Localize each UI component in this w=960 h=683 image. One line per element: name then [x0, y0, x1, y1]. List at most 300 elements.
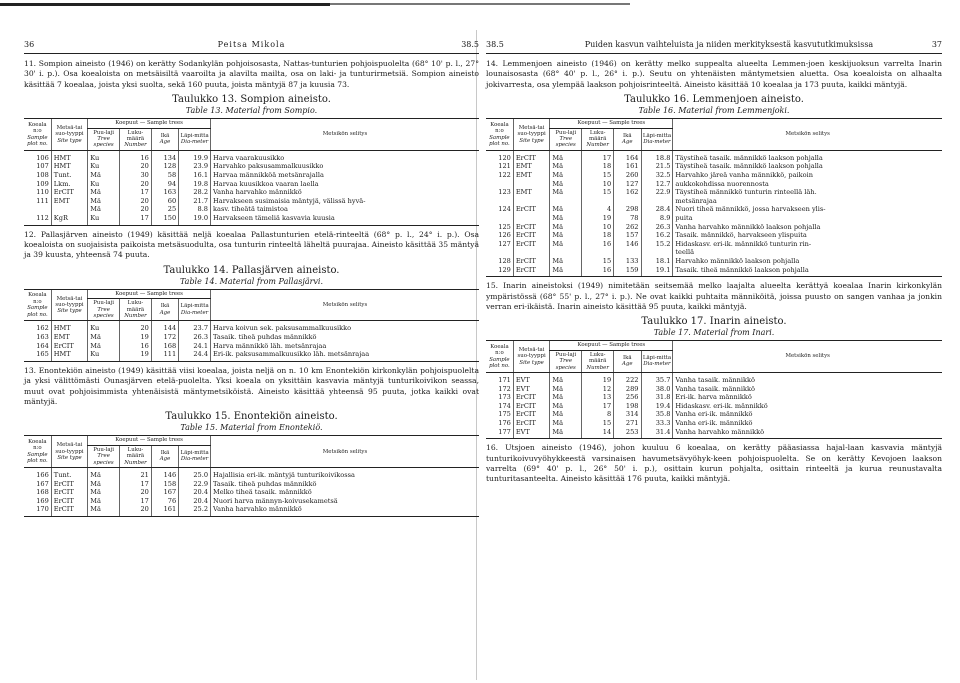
- cell-description: Harvahko järeä vanha männikkö, paikoin: [673, 171, 942, 180]
- cell-plot-no: 108: [36, 171, 49, 180]
- cell-description: Tasaik. tiheä puhdas männikkö: [211, 333, 479, 342]
- col-age-en: Age: [159, 309, 171, 316]
- cell-description: Hidaskasv. eri-ik. männikkö: [673, 402, 942, 411]
- cell-plot-no: 126: [498, 231, 511, 240]
- cell-diameter: 26.3: [179, 333, 211, 342]
- col-site-type-en: Site type: [519, 137, 544, 144]
- right-series-number: 38.5: [486, 40, 504, 49]
- cell-age: 158: [151, 480, 178, 489]
- col-tree-species: [550, 350, 582, 372]
- cell-description: Täystiheä tasaik. männikkö laakson pohjalla: [673, 162, 942, 171]
- cell-description: kasv. tiheätä taimistoa: [211, 205, 479, 214]
- cell-number: 4: [582, 205, 614, 214]
- col-number-fi: Luku-määrä: [126, 446, 145, 460]
- table-15-subtitle: Table 15. Material from Enontekiö.: [180, 423, 323, 433]
- section-11-paragraph: 11. Sompion aineisto (1946) on kerätty Sodankylän pohjoisosasta, Nattas-tunturien pohjoispuolelta (68° 10' p. l., 27° 30' i. p.). Osa koealoista on metsäisiltä vaaroilta ja alavilta mailta, osa on laki- ja tunturirmetsiä. Sompion aineisto käsittää 7 koealaa, joista yksi suolta, sekä 160 puuta, joista mäntyjä 87 ja kuusia 73.: [24, 59, 479, 89]
- cell-plot-no: 125: [498, 222, 511, 231]
- left-series-number: 38.5: [461, 40, 479, 49]
- col-diameter: [179, 445, 211, 467]
- cell-diameter: 24.4: [179, 350, 211, 361]
- cell-species: Mä: [550, 410, 582, 419]
- cell-age: 167: [151, 488, 178, 497]
- cell-number: 13: [582, 393, 614, 402]
- cell-age: 111: [151, 350, 178, 361]
- cell-age: 162: [614, 188, 641, 197]
- table-17-subtitle: Table 17. Material from Inari.: [653, 328, 775, 338]
- cell-number: 15: [582, 419, 614, 428]
- cell-site-type: ErCIT: [513, 240, 549, 249]
- cell-site-type: [51, 205, 87, 214]
- table-13: [24, 118, 479, 225]
- cell-number: 30: [120, 171, 152, 180]
- cell-plot-no: 163: [36, 333, 49, 342]
- cell-number: 17: [120, 188, 152, 197]
- table-row: [486, 402, 942, 411]
- cell-species: [550, 197, 582, 206]
- table-row: [24, 180, 479, 189]
- cell-age: 133: [614, 257, 641, 266]
- cell-species: Mä: [550, 162, 582, 171]
- section-16-paragraph: 16. Utsjoen aineisto (1946), johon kuuluu 6 koealaa, on kerätty pääasiassa hajal-laan kasvavia mäntyjä tunturikoivuvyöhykkeestä varsinaisen havumetsävyöhyk-keen pohjoispuolelta. Se on kerätty Kevojoen laakson varrelta (69° 40' p. l., 26° 50' i. p.), osittain kurun pohjalta, osittain rinteeltä ja kurua reunustavalta tunturitasanteelta. Aineisto käsittää 176 puuta, kaikki mäntyjä.: [486, 443, 942, 484]
- col-diameter-fi: Läpi-mitta: [180, 303, 209, 310]
- cell-site-type: ErCIT: [513, 402, 549, 411]
- cell-site-type: EMT: [513, 162, 549, 171]
- cell-description: Harvakseen susimaisia mäntyjä, välissä hyvä-: [211, 197, 479, 206]
- col-site-type: [513, 341, 549, 373]
- cell-number: 20: [120, 197, 152, 206]
- cell-plot-no: 127: [498, 239, 511, 248]
- cell-species: Mä: [88, 205, 120, 214]
- cell-plot-no: 106: [36, 153, 49, 162]
- col-site-type-en: Site type: [57, 454, 82, 461]
- table-16-subtitle: Table 16. Material from Lemmenjoki.: [638, 106, 790, 116]
- cell-species: Mä: [88, 197, 120, 206]
- cell-site-type: HMT: [51, 162, 87, 171]
- cell-age: 253: [614, 428, 641, 439]
- cell-diameter: 20.4: [179, 488, 211, 497]
- cell-plot-no: 120: [498, 153, 511, 162]
- cell-site-type: Lkm.: [51, 180, 87, 189]
- cell-description: Vanha eri-ik. männikkö: [673, 410, 942, 419]
- cell-species: Mä: [550, 205, 582, 214]
- cell-number: 18: [582, 162, 614, 171]
- cell-age: 168: [151, 342, 178, 351]
- col-sample-plot-fi: Koeala n:o: [490, 343, 509, 357]
- col-site-type-fi: Metsä-tai suo-tyyppi: [517, 347, 546, 360]
- cell-site-type: EMT: [51, 197, 87, 206]
- col-number: [582, 350, 614, 372]
- col-tree-species: [88, 445, 120, 467]
- col-sample-plot: [486, 341, 513, 373]
- cell-diameter: 31.8: [641, 393, 673, 402]
- col-age-fi: Ikä: [160, 132, 170, 139]
- cell-plot-no: 170: [24, 505, 51, 516]
- col-tree-species: [88, 128, 120, 150]
- cell-plot-no: 177: [486, 428, 513, 439]
- cell-diameter: 26.3: [641, 223, 673, 232]
- col-sample-plot-en: Sample plot no.: [27, 134, 48, 147]
- cell-description: Harvahko paksusammalkuusikko: [211, 162, 479, 171]
- col-number-fi: Luku-määrä: [589, 129, 607, 143]
- cell-site-type: ErCIT: [51, 342, 87, 351]
- cell-site-type: Tunt.: [51, 468, 87, 480]
- col-stand-description: [211, 119, 479, 151]
- cell-diameter: 21.7: [179, 197, 211, 206]
- cell-description: Harva vaarakuusikko: [211, 150, 479, 162]
- col-site-type-en: Site type: [519, 359, 544, 366]
- col-tree-species: [88, 299, 120, 321]
- table-row: [24, 497, 479, 506]
- cell-description: Hajallisia eri-ik. mäntyjä tunturikoivikossa: [211, 468, 479, 480]
- cell-age: 262: [614, 223, 641, 232]
- cell-species: Mä: [550, 373, 582, 385]
- cell-plot-no: 169: [36, 496, 49, 505]
- col-sample-plot-en: Sample plot no.: [489, 356, 510, 370]
- cell-diameter: 35.8: [641, 410, 673, 419]
- cell-species: Mä: [550, 214, 582, 223]
- left-running-author: Peitsa Mikola: [217, 40, 286, 49]
- table-row: [486, 162, 942, 171]
- cell-species: Mä: [88, 497, 120, 506]
- col-number: [120, 445, 152, 467]
- col-stand-description-fi: Metsikön selitys: [322, 131, 368, 138]
- cell-number: 16: [582, 266, 614, 277]
- cell-number: [582, 197, 614, 206]
- cell-description: Täystiheä männikkö tunturin rinteellä läh.: [673, 188, 942, 197]
- table-row: [24, 162, 479, 171]
- table-row: [486, 188, 942, 197]
- cell-site-type: ErCIT: [51, 188, 87, 197]
- col-sample-trees: [550, 119, 673, 128]
- cell-species: Mä: [550, 385, 582, 394]
- right-page-header: [486, 38, 942, 54]
- col-sample-plot: [486, 119, 513, 151]
- cell-site-type: HMT: [51, 350, 87, 361]
- col-sample-plot-en: Sample plot no.: [27, 451, 48, 465]
- cell-species: Mä: [88, 188, 120, 197]
- col-tree-species-en: Tree species: [93, 136, 114, 149]
- cell-species: Mä: [550, 240, 582, 249]
- cell-site-type: HMT: [51, 150, 87, 162]
- cell-plot-no: [486, 197, 513, 206]
- cell-diameter: 22.9: [179, 480, 211, 489]
- table-17-title: Taulukko 17. Inarin aineisto.: [641, 316, 787, 328]
- col-sample-trees-fi: Koepuut — Sample trees: [577, 342, 646, 349]
- table-row: [486, 150, 942, 162]
- cell-number: 19: [120, 333, 152, 342]
- col-site-type: [513, 119, 549, 151]
- cell-diameter: 20.4: [179, 497, 211, 506]
- cell-description: Vanha harvahko männikkö: [211, 505, 479, 516]
- col-age: [151, 445, 178, 467]
- cell-plot-no: 122: [498, 171, 511, 180]
- cell-diameter: 32.5: [641, 171, 673, 180]
- cell-species: Mä: [88, 333, 120, 342]
- cell-age: 164: [614, 150, 641, 162]
- cell-plot-no: [486, 214, 513, 223]
- col-age-en: Age: [622, 139, 633, 146]
- cell-number: 17: [120, 480, 152, 489]
- col-site-type-en: Site type: [57, 308, 82, 315]
- cell-plot-no: 164: [36, 341, 49, 350]
- right-page: [486, 38, 942, 678]
- cell-description: puita: [673, 214, 942, 223]
- cell-site-type: ErCIT: [513, 257, 549, 266]
- col-diameter-fi: Läpi-mitta: [180, 450, 209, 457]
- cell-site-type: ErCIT: [51, 505, 87, 516]
- cell-plot-no: 109: [36, 179, 49, 188]
- col-number-fi: Luku-määrä: [126, 300, 145, 313]
- col-stand-description: [211, 289, 479, 321]
- cell-age: 271: [614, 419, 641, 428]
- table-row: [24, 205, 479, 214]
- cell-diameter: 23.7: [179, 321, 211, 333]
- col-number-en: Number: [124, 142, 147, 149]
- col-number-fi: Luku-määrä: [126, 129, 145, 143]
- cell-number: 14: [582, 428, 614, 439]
- cell-number: 20: [120, 488, 152, 497]
- cell-description: teellä: [673, 248, 942, 257]
- col-stand-description: [673, 341, 942, 373]
- cell-species: Mä: [550, 393, 582, 402]
- col-site-type: [51, 289, 87, 321]
- cell-age: 60: [151, 197, 178, 206]
- top-rule-right: [330, 3, 630, 5]
- table-13-title: Taulukko 13. Sompion aineisto.: [172, 94, 331, 106]
- cell-age: 222: [614, 373, 641, 385]
- cell-diameter: 25.2: [179, 505, 211, 516]
- cell-site-type: EMT: [51, 333, 87, 342]
- table-row: [486, 223, 942, 232]
- cell-age: 134: [151, 150, 178, 162]
- table-row: [24, 350, 479, 361]
- table-row: [486, 214, 942, 223]
- table-header-row: [24, 119, 479, 128]
- section-14-paragraph: 14. Lemmenjoen aineisto (1946) on kerätty melko suppealta alueelta Lemmen-joen keskijuoksun varrelta Inarin lounaisosasta (68° 40' p. l., 26° i. p.). Seutu on yhtenäisten mäntymetsien aluetta. Osa koealoista on alhaalta jokivarresta, osa ylempää laakson pohjoisrinteeltä. Aineisto käsittää 10 koealaa ja 173 puuta, kaikki mäntyjä.: [486, 59, 942, 89]
- cell-diameter: [641, 248, 673, 257]
- col-sample-trees-fi: Koepuut — Sample trees: [115, 437, 183, 444]
- cell-number: 8: [582, 410, 614, 419]
- cell-site-type: Tunt.: [51, 171, 87, 180]
- cell-site-type: ErCIT: [513, 266, 549, 277]
- col-diameter-fi: Läpi-mitta: [642, 354, 672, 361]
- cell-description: Harvakseen tämeliä kasvavia kuusia: [211, 214, 479, 225]
- cell-age: 256: [614, 393, 641, 402]
- cell-site-type: ErCIT: [513, 393, 549, 402]
- cell-plot-no: 112: [24, 214, 51, 225]
- cell-plot-no: 107: [36, 162, 49, 171]
- cell-number: 20: [120, 180, 152, 189]
- col-tree-species-en: Tree species: [555, 358, 576, 371]
- cell-age: 78: [614, 214, 641, 223]
- right-page-number: 37: [931, 40, 942, 49]
- cell-species: Mä: [88, 505, 120, 516]
- col-site-type: [51, 436, 87, 468]
- table-header-row: [24, 436, 479, 445]
- cell-age: 146: [151, 468, 178, 480]
- cell-description: Eri-ik. harva männikkö: [673, 393, 942, 402]
- col-age-en: Age: [159, 456, 171, 463]
- table-13-subtitle: Table 13. Material from Sompio.: [185, 106, 318, 116]
- cell-site-type: [513, 197, 549, 206]
- col-age-fi: Ikä: [160, 303, 170, 310]
- cell-number: 18: [582, 231, 614, 240]
- cell-site-type: EMT: [513, 171, 549, 180]
- table-row: [24, 333, 479, 342]
- cell-species: Mä: [88, 488, 120, 497]
- col-number-en: Number: [586, 364, 609, 371]
- left-page-number: 36: [24, 40, 35, 49]
- cell-species: Mä: [550, 428, 582, 439]
- cell-site-type: KgR: [51, 214, 87, 225]
- cell-description: Hidaskasv. eri-ik. männikkö tunturin rin-: [673, 240, 942, 249]
- cell-number: 17: [582, 150, 614, 162]
- col-age: [151, 299, 178, 321]
- cell-number: 19: [582, 373, 614, 385]
- cell-number: 19: [582, 214, 614, 223]
- cell-number: [582, 248, 614, 257]
- cell-description: metsänrajaa: [673, 197, 942, 206]
- cell-plot-no: 172: [498, 384, 511, 393]
- cell-species: Mä: [88, 480, 120, 489]
- cell-description: Tasaik. tiheä männikkö laakson pohjalla: [673, 266, 942, 277]
- cell-plot-no: 173: [498, 393, 511, 402]
- col-stand-description: [673, 119, 942, 151]
- cell-species: Mä: [550, 419, 582, 428]
- table-row: [486, 257, 942, 266]
- table-16: [486, 118, 942, 277]
- col-sample-trees: [88, 289, 211, 298]
- table-row: [24, 214, 479, 225]
- col-sample-trees-fi: Koepuut — Sample trees: [115, 290, 183, 297]
- col-sample-plot: [24, 119, 51, 151]
- cell-site-type: ErCIT: [513, 410, 549, 419]
- cell-age: 144: [151, 321, 178, 333]
- cell-plot-no: 124: [498, 205, 511, 214]
- left-page: [24, 38, 479, 678]
- cell-number: 10: [582, 180, 614, 189]
- col-stand-description-fi: Metsikön selitys: [785, 353, 830, 360]
- table-header-row: [486, 341, 942, 350]
- col-sample-plot-en: Sample plot no.: [27, 305, 48, 318]
- cell-description: aukkokohdissa nuorennosta: [673, 180, 942, 189]
- cell-description: Vanha harvahko männikkö: [673, 428, 942, 439]
- table-row: [24, 197, 479, 206]
- col-diameter-en: Dia-meter: [180, 139, 209, 146]
- cell-number: 16: [582, 240, 614, 249]
- cell-age: 58: [151, 171, 178, 180]
- cell-site-type: ErCIT: [51, 497, 87, 506]
- col-diameter: [641, 128, 673, 150]
- section-15-paragraph: 15. Inarin aineistoksi (1949) nimitetään seitsemää melko laajalta alueelta kerättyä koealaa Inarin kirkonkylän ympäristössä (68° 55' p. l., 27° i. p.). Ne ovat kaikki puhtaita männiköitä, joissa puusto on sangen vanhaa ja jonkin verran eri-ikäistä. Inarin aineisto käsittää 95 puuta, kaikki mäntyjä.: [486, 281, 942, 311]
- cell-site-type: ErCIT: [513, 419, 549, 428]
- cell-diameter: 12.7: [641, 180, 673, 189]
- cell-age: 161: [151, 505, 178, 516]
- cell-site-type: [513, 180, 549, 189]
- col-stand-description: [211, 436, 479, 468]
- cell-plot-no: 175: [498, 410, 511, 419]
- col-age-fi: Ikä: [623, 132, 632, 139]
- table-row: [486, 373, 942, 385]
- cell-species: Mä: [550, 188, 582, 197]
- col-sample-plot-fi: Koeala n:o: [490, 121, 509, 135]
- col-tree-species: [550, 128, 582, 150]
- cell-plot-no: 171: [498, 376, 511, 384]
- cell-diameter: 19.8: [179, 180, 211, 189]
- cell-description: Vanha tasaik. männikkö: [673, 373, 942, 385]
- section-12-paragraph: 12. Pallasjärven aineisto (1949) käsittää neljä koealaa Pallastunturien etelä-rinteeltä (68° p. l., 24° i. p.). Osa koealoista on suojaisista paikoista metsäsuodulta, osa tunturin rinteeltä läheltä puurajaa. Aineisto käsittää 35 mäntyä ja 39 kuusta, yhteensä 74 puuta.: [24, 229, 479, 260]
- cell-species: Ku: [88, 150, 120, 162]
- cell-number: 17: [120, 214, 152, 225]
- table-row: [486, 393, 942, 402]
- cell-species: Mä: [550, 150, 582, 162]
- col-diameter: [179, 128, 211, 150]
- cell-diameter: [641, 197, 673, 206]
- col-sample-plot-fi: Koeala n:o: [28, 438, 47, 452]
- cell-description: Vanha harvahko männikkö laakson pohjalla: [673, 223, 942, 232]
- table-14: [24, 289, 479, 362]
- cell-diameter: 19.0: [179, 214, 211, 225]
- cell-diameter: 25.0: [179, 468, 211, 480]
- table-row: [24, 468, 479, 480]
- cell-diameter: 8.8: [179, 205, 211, 214]
- col-tree-species-en: Tree species: [555, 136, 576, 149]
- cell-description: Täystiheä tasaik. männikkö laakson pohjalla: [673, 150, 942, 162]
- cell-site-type: ErCIT: [51, 488, 87, 497]
- col-sample-trees: [88, 119, 211, 128]
- col-diameter-en: Dia-meter: [180, 309, 209, 316]
- cell-species: Mä: [550, 266, 582, 277]
- cell-description: Harvaa kuusikkoa vaaran laella: [211, 180, 479, 189]
- cell-species: Ku: [88, 350, 120, 361]
- col-stand-description-fi: Metsikön selitys: [322, 448, 368, 455]
- cell-diameter: 24.1: [179, 342, 211, 351]
- cell-age: 127: [614, 180, 641, 189]
- table-row: [486, 231, 942, 240]
- cell-diameter: 18.8: [641, 150, 673, 162]
- col-tree-species-fi: Puu-laji: [93, 300, 114, 307]
- cell-number: 21: [120, 468, 152, 480]
- col-site-type-fi: Metsä-tai suo-tyyppi: [55, 442, 84, 455]
- cell-age: 94: [151, 180, 178, 189]
- cell-age: 159: [614, 266, 641, 277]
- col-number-en: Number: [124, 313, 147, 320]
- cell-number: 16: [120, 342, 152, 351]
- cell-diameter: 35.7: [641, 373, 673, 385]
- col-number-en: Number: [586, 142, 609, 149]
- col-number: [582, 128, 614, 150]
- cell-plot-no: 168: [36, 488, 49, 497]
- cell-age: 198: [614, 402, 641, 411]
- cell-site-type: ErCIT: [513, 150, 549, 162]
- cell-diameter: 16.1: [179, 171, 211, 180]
- cell-species: [550, 248, 582, 257]
- col-sample-plot-fi: Koeala n:o: [28, 121, 47, 135]
- cell-number: 20: [120, 505, 152, 516]
- cell-plot-no: [486, 180, 513, 189]
- cell-description: Melko tiheä tasaik. männikkö: [211, 488, 479, 497]
- cell-species: Mä: [550, 171, 582, 180]
- table-row: [24, 188, 479, 197]
- col-tree-species-fi: Puu-laji: [555, 351, 577, 358]
- cell-diameter: 31.4: [641, 428, 673, 439]
- col-diameter-en: Dia-meter: [180, 456, 209, 463]
- cell-description: Tasaik. tiheä puhdas männikkö: [211, 480, 479, 489]
- table-row: [486, 205, 942, 214]
- table-row: [486, 428, 942, 439]
- cell-plot-no: 111: [36, 196, 49, 205]
- col-number-en: Number: [124, 459, 147, 466]
